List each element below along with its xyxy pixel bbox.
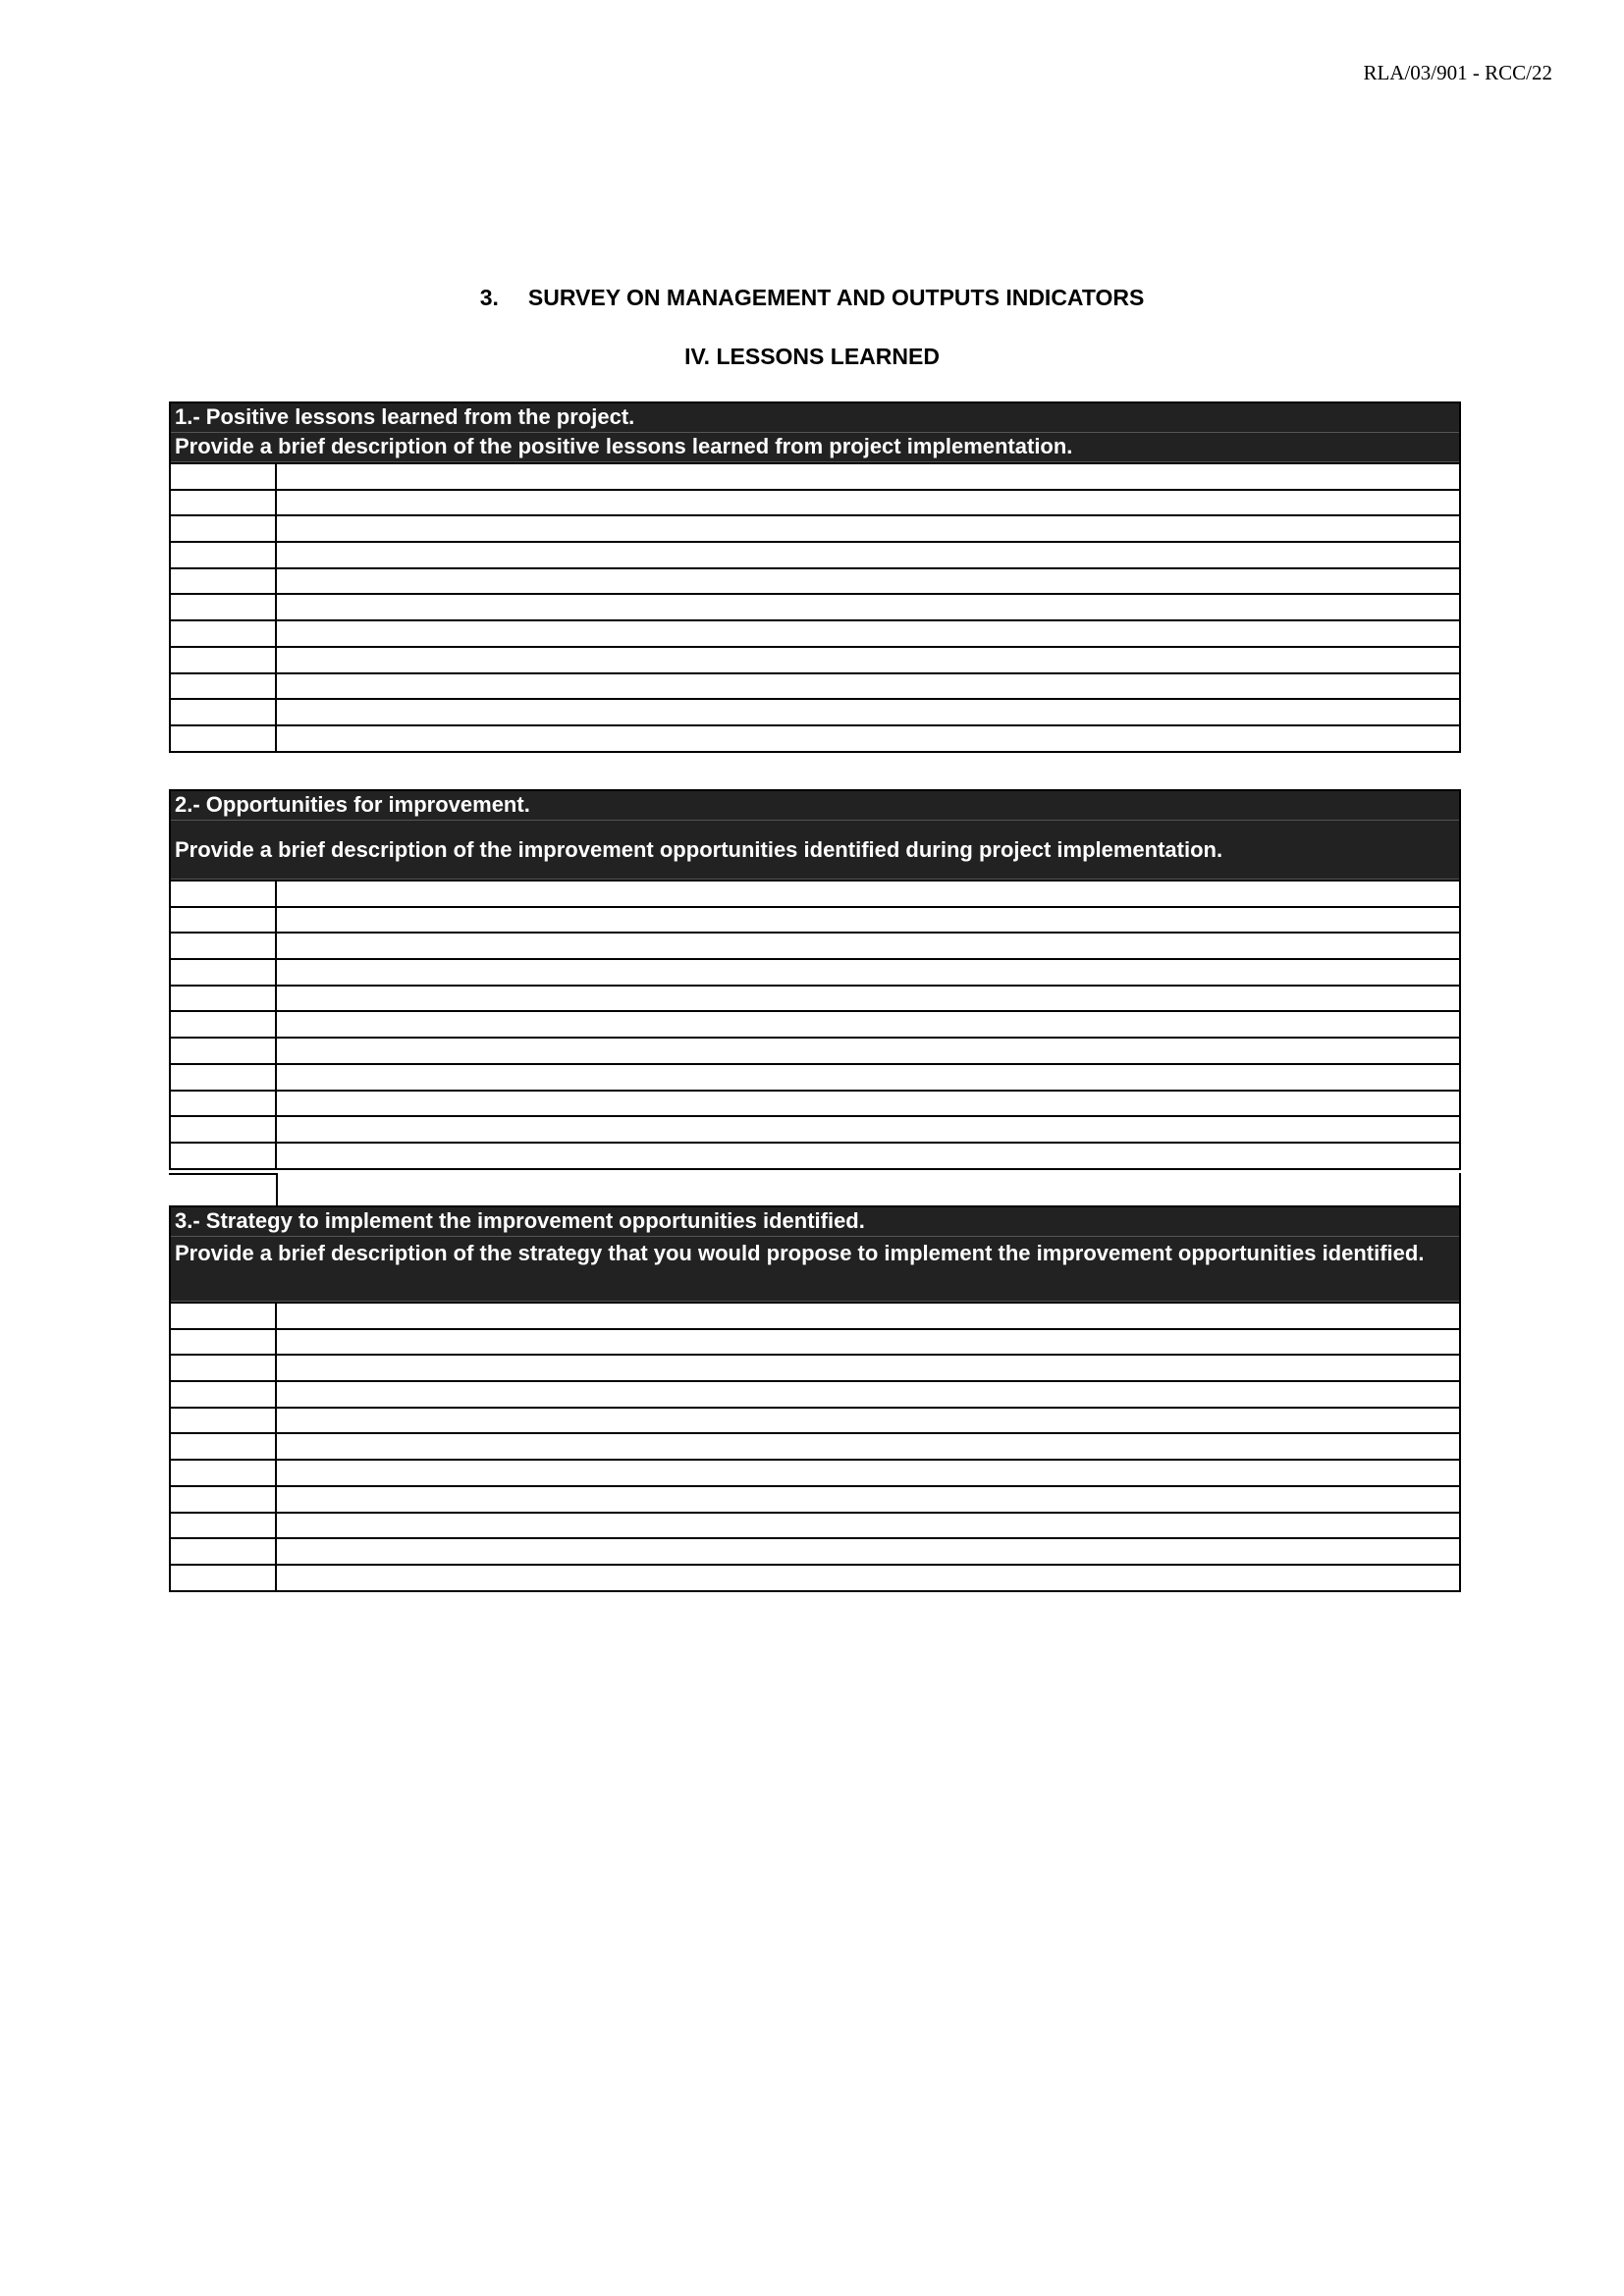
section-title-bar: 3.- Strategy to implement the improvement opportunities identified.: [171, 1207, 1459, 1237]
row-text-cell[interactable]: [277, 1434, 1459, 1459]
subsection-title: IV. LESSONS LEARNED: [684, 344, 940, 369]
row-number-cell[interactable]: [171, 1487, 277, 1512]
row-text-cell[interactable]: [277, 1514, 1459, 1538]
answer-grid: [171, 1302, 1459, 1590]
row-number-cell[interactable]: [171, 960, 277, 985]
row-number-cell[interactable]: [171, 700, 277, 724]
row-text-cell[interactable]: [277, 1356, 1459, 1380]
trailing-cell-text[interactable]: [276, 1173, 1461, 1205]
section-title-bar: 2.- Opportunities for improvement.: [171, 791, 1459, 821]
table-row: [171, 932, 1459, 958]
row-number-cell[interactable]: [171, 726, 277, 751]
row-number-cell[interactable]: [171, 987, 277, 1011]
table-row: [171, 489, 1459, 515]
table-row: [171, 1459, 1459, 1485]
table-row: [171, 1037, 1459, 1063]
table-row: [171, 1380, 1459, 1407]
row-text-cell[interactable]: [277, 1092, 1459, 1116]
row-number-cell[interactable]: [171, 1461, 277, 1485]
table-row: [171, 1010, 1459, 1037]
table-row: [171, 880, 1459, 906]
table-row: [171, 462, 1459, 489]
table-row: [171, 1328, 1459, 1355]
row-text-cell[interactable]: [277, 1065, 1459, 1090]
section-description: Provide a brief description of the positive lessons learned from project implementation.: [171, 433, 1459, 462]
row-number-cell[interactable]: [171, 1144, 277, 1168]
row-text-cell[interactable]: [277, 543, 1459, 567]
section-implementation-strategy: [169, 1205, 1461, 1592]
row-text-cell[interactable]: [277, 960, 1459, 985]
row-number-cell[interactable]: [171, 1117, 277, 1142]
row-text-cell[interactable]: [277, 1487, 1459, 1512]
document-reference: RLA/03/901 - RCC/22: [1363, 61, 1552, 84]
row-number-cell[interactable]: [171, 464, 277, 489]
row-text-cell[interactable]: [277, 569, 1459, 594]
table-row: [171, 567, 1459, 594]
table-row: [171, 958, 1459, 985]
table-row: [171, 541, 1459, 567]
row-number-cell[interactable]: [171, 516, 277, 541]
trailing-cell-number[interactable]: [169, 1173, 278, 1205]
table-row: [171, 619, 1459, 646]
row-text-cell[interactable]: [277, 1382, 1459, 1407]
row-text-cell[interactable]: [277, 1461, 1459, 1485]
row-text-cell[interactable]: [277, 1304, 1459, 1328]
table-row: [171, 514, 1459, 541]
table-row: [171, 1432, 1459, 1459]
row-number-cell[interactable]: [171, 1566, 277, 1590]
row-number-cell[interactable]: [171, 1304, 277, 1328]
row-text-cell[interactable]: [277, 1144, 1459, 1168]
answer-grid: [171, 462, 1459, 751]
row-text-cell[interactable]: [277, 934, 1459, 958]
row-text-cell[interactable]: [277, 621, 1459, 646]
row-text-cell[interactable]: [277, 516, 1459, 541]
row-text-cell[interactable]: [277, 1409, 1459, 1433]
row-number-cell[interactable]: [171, 1382, 277, 1407]
table-row: [171, 1512, 1459, 1538]
section-title-bar: 1.- Positive lessons learned from the project.: [171, 403, 1459, 433]
section-description: Provide a brief description of the strategy that you would propose to implement the improvement opportunities identified.: [171, 1237, 1459, 1302]
row-text-cell[interactable]: [277, 1330, 1459, 1355]
table-row: [171, 1485, 1459, 1512]
table-row: [171, 1115, 1459, 1142]
table-row: [171, 1407, 1459, 1433]
table-row: [171, 1537, 1459, 1564]
row-number-cell[interactable]: [171, 648, 277, 672]
row-number-cell[interactable]: [171, 491, 277, 515]
row-text-cell[interactable]: [277, 464, 1459, 489]
section-title: SURVEY ON MANAGEMENT AND OUTPUTS INDICATORS: [527, 285, 1145, 310]
row-text-cell[interactable]: [277, 1117, 1459, 1142]
row-number-cell[interactable]: [171, 1012, 277, 1037]
table-row: [171, 985, 1459, 1011]
row-number-cell[interactable]: [171, 1539, 277, 1564]
section-description: Provide a brief description of the improvement opportunities identified during project implementation.: [171, 821, 1459, 880]
row-number-cell[interactable]: [171, 621, 277, 646]
row-number-cell[interactable]: [171, 1039, 277, 1063]
table-row: [171, 906, 1459, 933]
table-row: [171, 1302, 1459, 1328]
row-number-cell[interactable]: [171, 674, 277, 699]
table-row: [171, 724, 1459, 751]
table-row: [171, 593, 1459, 619]
row-number-cell[interactable]: [171, 908, 277, 933]
table-row: [171, 1063, 1459, 1090]
row-text-cell[interactable]: [277, 881, 1459, 906]
row-text-cell[interactable]: [277, 700, 1459, 724]
row-text-cell[interactable]: [277, 595, 1459, 619]
row-number-cell[interactable]: [171, 1434, 277, 1459]
survey-heading: [0, 285, 1624, 311]
row-number-cell[interactable]: [171, 1092, 277, 1116]
table-row: [171, 1354, 1459, 1380]
row-text-cell[interactable]: [277, 491, 1459, 515]
row-number-cell[interactable]: [171, 1065, 277, 1090]
table-row: [171, 698, 1459, 724]
table-row: [171, 1564, 1459, 1590]
row-text-cell[interactable]: [277, 674, 1459, 699]
section-positive-lessons: [169, 401, 1461, 753]
row-text-cell[interactable]: [277, 1039, 1459, 1063]
row-text-cell[interactable]: [277, 648, 1459, 672]
table-row: [171, 1090, 1459, 1116]
row-number-cell[interactable]: [171, 1356, 277, 1380]
answer-grid: [171, 880, 1459, 1168]
row-text-cell[interactable]: [277, 726, 1459, 751]
row-text-cell[interactable]: [277, 987, 1459, 1011]
table-row: [171, 672, 1459, 699]
section-number: 3.: [479, 285, 499, 310]
row-text-cell[interactable]: [277, 908, 1459, 933]
table-row: [171, 1142, 1459, 1168]
row-number-cell[interactable]: [171, 595, 277, 619]
row-number-cell[interactable]: [171, 881, 277, 906]
row-text-cell[interactable]: [277, 1012, 1459, 1037]
row-text-cell[interactable]: [277, 1539, 1459, 1564]
row-number-cell[interactable]: [171, 543, 277, 567]
section-improvement-opportunities: [169, 789, 1461, 1170]
row-text-cell[interactable]: [277, 1566, 1459, 1590]
table-row: [171, 646, 1459, 672]
row-number-cell[interactable]: [171, 1330, 277, 1355]
row-number-cell[interactable]: [171, 934, 277, 958]
row-number-cell[interactable]: [171, 1514, 277, 1538]
row-number-cell[interactable]: [171, 1409, 277, 1433]
row-number-cell[interactable]: [171, 569, 277, 594]
